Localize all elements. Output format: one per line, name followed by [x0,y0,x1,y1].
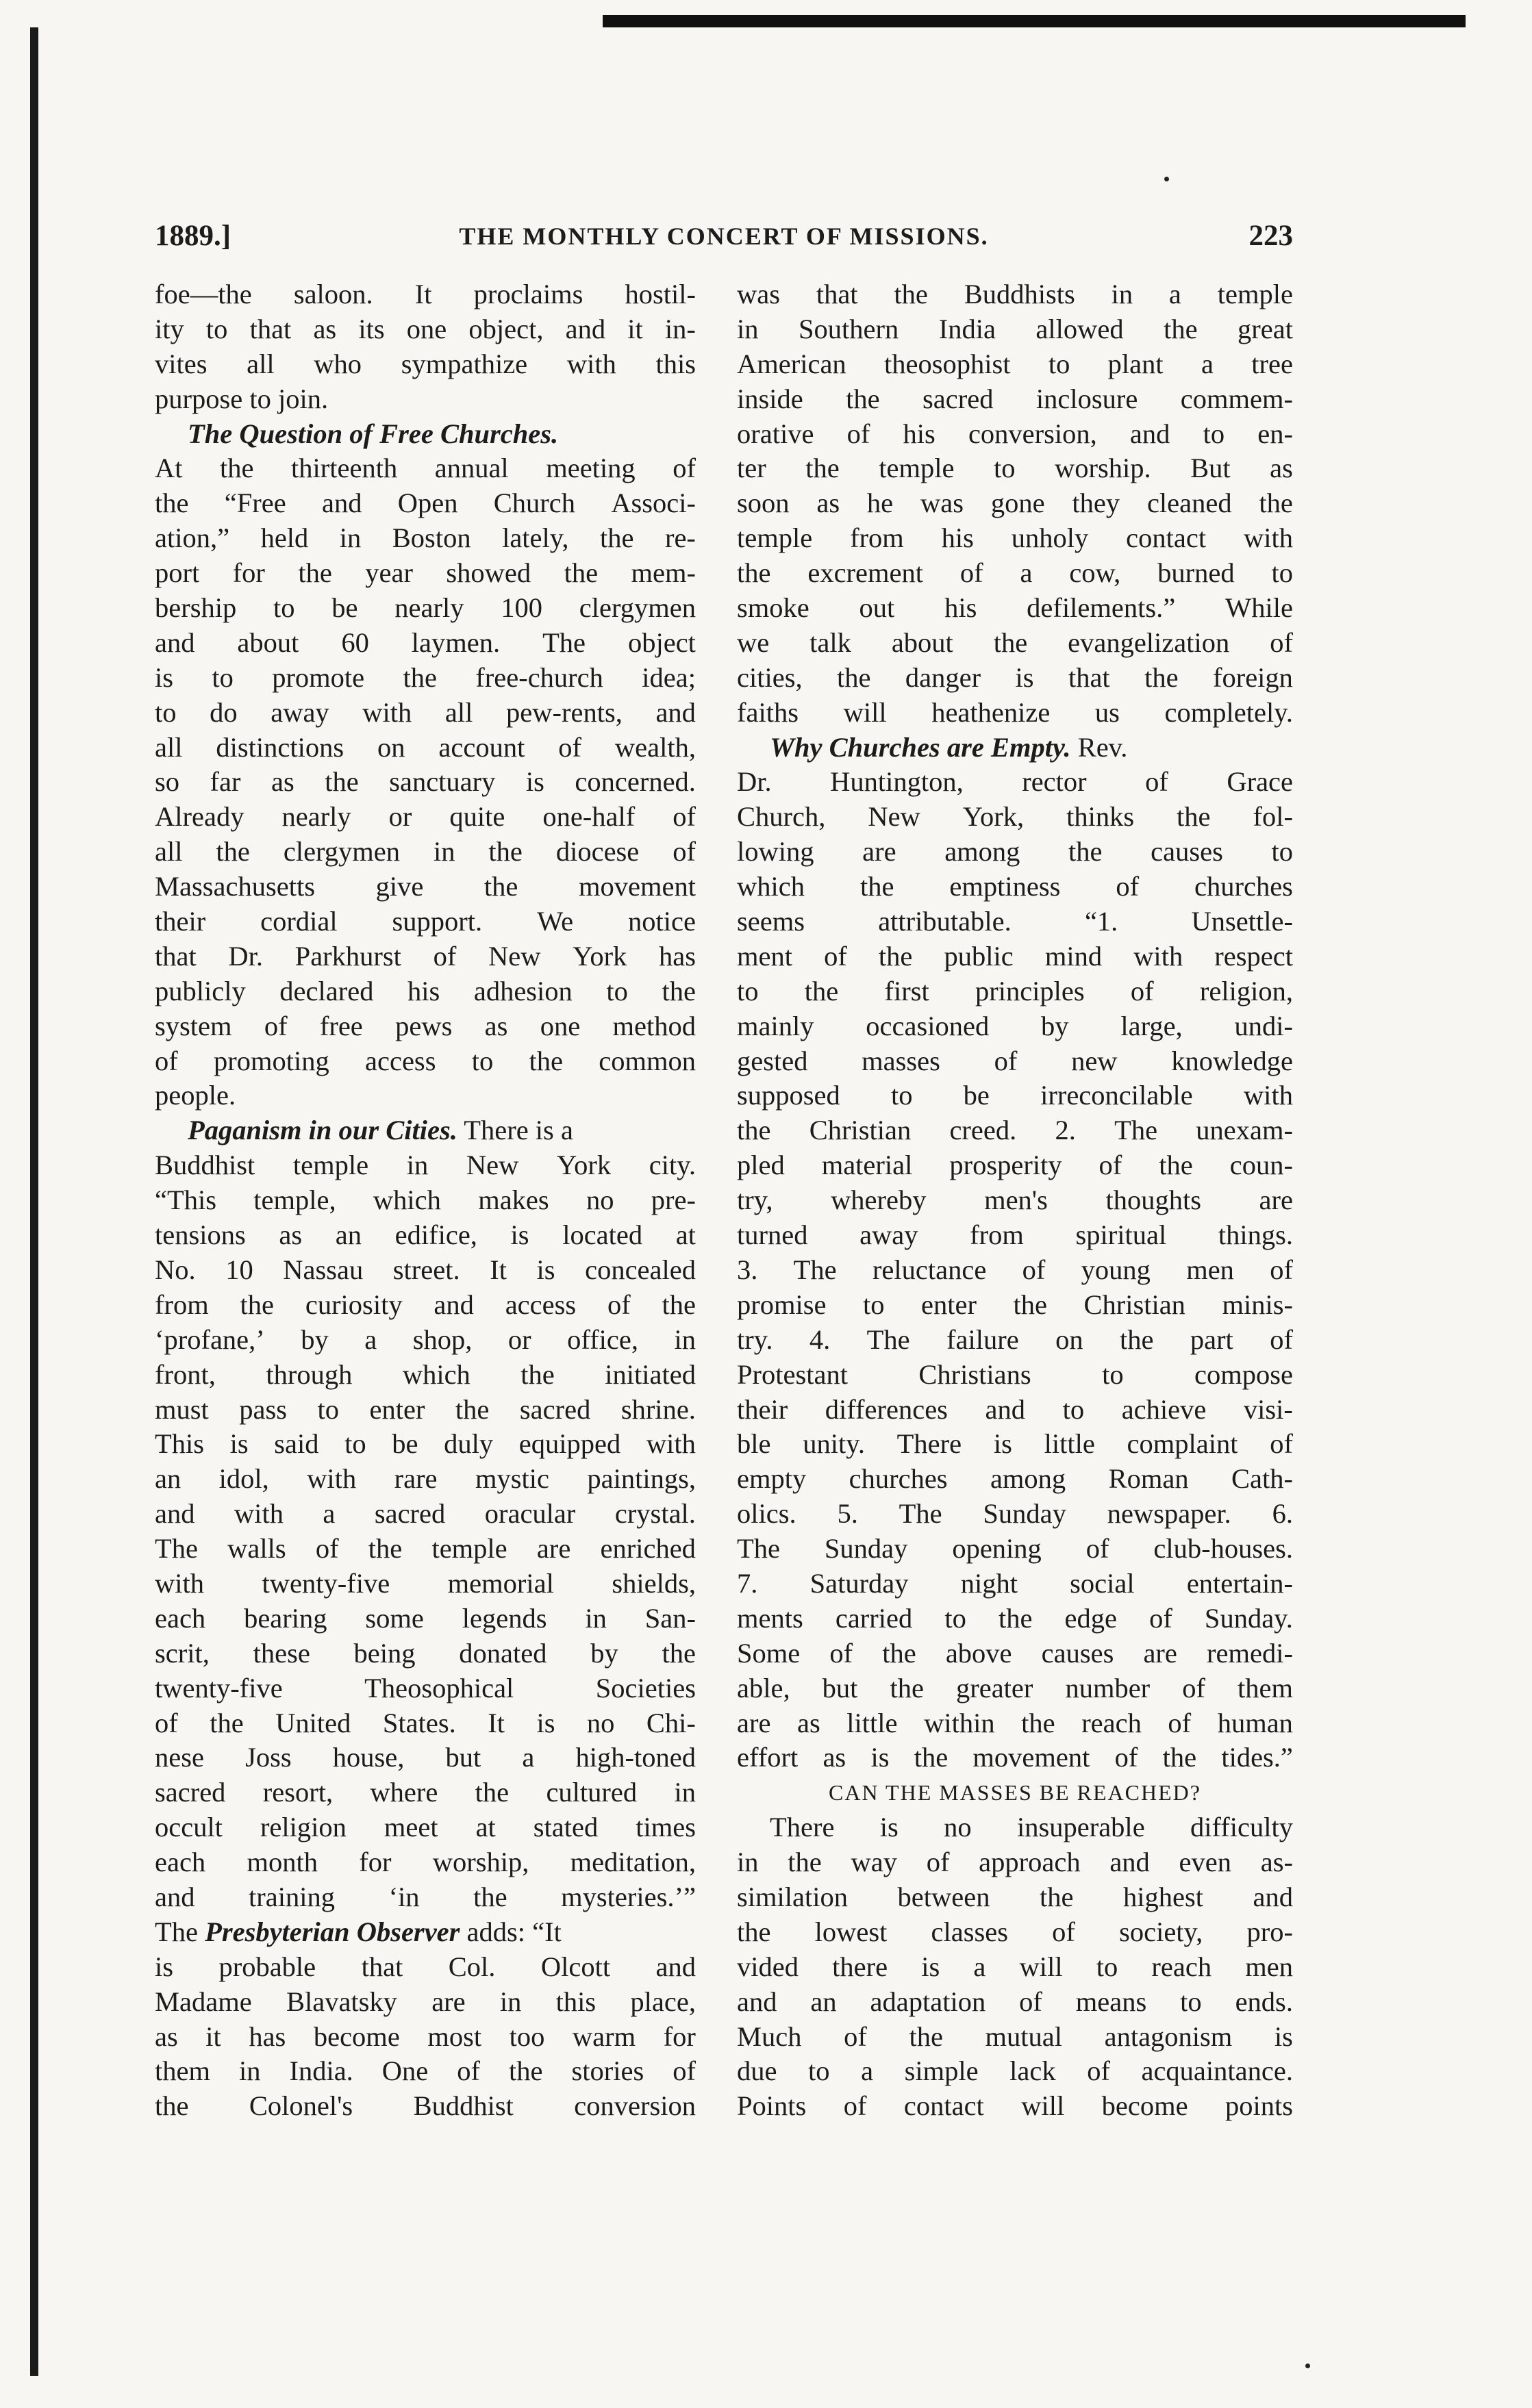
header-year: 1889.] [155,220,231,252]
text-line: the Christian creed. 2. The unexam- [737,1115,1293,1146]
text-line: ity to that as its one object, and it in- [155,313,696,344]
text-line: port for the year showed the mem- [155,557,696,589]
citation-prefix: The [155,1916,205,1947]
text-line: was that the Buddhists in a temple [737,279,1293,309]
text-line: with twenty-five memorial shields, [155,1567,696,1599]
text-line: Points of contact will become points [737,2090,1293,2122]
heading-text: The Question of Free Churches. [188,418,559,449]
text-line: each month for worship, meditation, [155,1847,696,1878]
heading-run-on: Rev. [1070,731,1128,763]
text-line: due to a simple lack of acquaintance. [737,2055,1293,2087]
subheading-masses: CAN THE MASSES BE REACHED? [829,1780,1201,1805]
text-line: purpose to join. [155,383,329,414]
text-line: Protestant Christians to compose [737,1358,1293,1390]
text-line: At the thirteenth annual meeting of [155,453,696,484]
text-line: “This temple, which makes no pre- [155,1184,696,1216]
text-line: Already nearly or quite one-half of [155,801,696,833]
text-line: ments carried to the edge of Sunday. [737,1602,1293,1634]
heading-run-on: There is a [457,1115,573,1146]
text-line: as it has become most too warm for [155,2020,696,2052]
text-line: the Colonel's Buddhist conversion [155,2090,696,2122]
text-line: ‘profane,’ by a shop, or office, in [155,1323,696,1355]
text-line: of promoting access to the common [155,1045,696,1076]
text-line: try, whereby men's thoughts are [737,1184,1293,1216]
text-line: Dr. Huntington, rector of Grace [737,766,1293,798]
section-heading-why-empty [737,731,1293,765]
text-line: The Sunday opening of club-houses. [737,1533,1293,1564]
text-line: Buddhist temple in New York city. [155,1150,696,1181]
text-line: is probable that Col. Olcott and [155,1951,696,1982]
text-line: and training ‘in the mysteries.’” [155,1881,696,1912]
text-line: smoke out his defilements.” While [737,592,1293,624]
text-line: 7. Saturday night social entertain- [737,1567,1293,1599]
text-line: pled material prosperity of the coun- [737,1150,1293,1181]
text-line: lowing are among the causes to [737,836,1293,867]
text-line: effort as is the movement of the tides.” [737,1742,1293,1773]
text-line: each bearing some legends in San- [155,1602,696,1634]
text-line: that Dr. Parkhurst of New York has [155,940,696,972]
speck [1164,177,1169,181]
text-line: Some of the above causes are remedi- [737,1637,1293,1669]
section-heading-free-churches [155,417,696,452]
text-line: publicly declared his adhesion to the [155,975,696,1006]
text-line: and with a sacred oracular crystal. [155,1498,696,1530]
text-line: the “Free and Open Church Associ- [155,487,696,519]
text-line: in the way of approach and even as- [737,1847,1293,1878]
citation-source: Presbyterian Observer [205,1916,460,1947]
text-line: Massachusetts give the movement [155,871,696,902]
text-line: and an adaptation of means to ends. [737,1986,1293,2017]
text-line: Madame Blavatsky are in this place, [155,1986,696,2017]
scan-edge-bar [30,27,38,2376]
text-line: and about 60 laymen. The object [155,626,696,658]
text-line: mainly occasioned by large, undi- [737,1010,1293,1041]
text-line: their differences and to achieve visi- [737,1393,1293,1425]
text-line: ter the temple to worship. But as [737,453,1293,484]
right-column [737,277,1293,2124]
text-line: soon as he was gone they cleaned the [737,487,1293,519]
text-line: their cordial support. We notice [155,906,696,937]
text-line: must pass to enter the sacred shrine. [155,1393,696,1425]
text-line: so far as the sanctuary is concerned. [155,766,696,798]
text-line: turned away from spiritual things. [737,1219,1293,1251]
text-line: temple from his unholy contact with [737,522,1293,554]
text-line: which the emptiness of churches [737,871,1293,902]
top-rule [603,15,1466,27]
text-line: faiths will heathenize us completely. [737,696,1293,728]
section-heading-paganism [155,1113,696,1148]
text-line: gested masses of new knowledge [737,1045,1293,1076]
speck [1305,2363,1310,2368]
text-line: from the curiosity and access of the [155,1289,696,1320]
text-line: all the clergymen in the diocese of [155,836,696,867]
text-line: scrit, these being donated by the [155,1637,696,1669]
text-line: is to promote the free-church idea; [155,661,696,693]
text-line: American theosophist to plant a tree [737,348,1293,379]
header-title: THE MONTHLY CONCERT OF MISSIONS. [459,223,989,250]
text-line: The walls of the temple are enriched [155,1533,696,1564]
text-line: vided there is a will to reach men [737,1951,1293,1982]
text-line: to do away with all pew-rents, and [155,696,696,728]
header-page-number: 223 [1248,220,1293,252]
text-line: of the United States. It is no Chi- [155,1707,696,1738]
text-line: bership to be nearly 100 clergymen [155,592,696,624]
text-line: vites all who sympathize with this [155,348,696,379]
text-line: orative of his conversion, and to en- [737,418,1293,449]
text-line: foe—the saloon. It proclaims hostil- [155,279,696,309]
text-line: all distinctions on account of wealth, [155,731,696,763]
text-line: the lowest classes of society, pro- [737,1916,1293,1947]
text-line: occult religion meet at stated times [155,1812,696,1843]
left-column [155,277,696,2124]
citation-rest: adds: “It [460,1916,562,1947]
text-line: twenty-five Theosophical Societies [155,1672,696,1703]
text-line: them in India. One of the stories of [155,2055,696,2087]
text-line: an idol, with rare mystic paintings, [155,1463,696,1495]
text-line: sacred resort, where the cultured in [155,1777,696,1808]
heading-text: Paganism in our Cities. [188,1115,457,1146]
text-line: 3. The reluctance of young men of [737,1254,1293,1285]
text-line: seems attributable. “1. Unsettle- [737,906,1293,937]
text-line: system of free pews as one method [155,1010,696,1041]
text-line: nese Joss house, but a high-toned [155,1742,696,1773]
text-line: supposed to be irreconcilable with [737,1080,1293,1111]
text-line: Church, New York, thinks the fol- [737,801,1293,833]
text-line: we talk about the evangelization of [737,626,1293,658]
text-line: olics. 5. The Sunday newspaper. 6. [737,1498,1293,1530]
text-line: Much of the mutual antagonism is [737,2020,1293,2052]
heading-text: Why Churches are Empty. [770,731,1071,763]
text-line: are as little within the reach of human [737,1707,1293,1738]
text-line: promise to enter the Christian minis- [737,1289,1293,1320]
text-line: in Southern India allowed the great [737,313,1293,344]
text-line: to the first principles of religion, [737,975,1293,1006]
text-line: able, but the greater number of them [737,1672,1293,1703]
text-line: cities, the danger is that the foreign [737,661,1293,693]
text-line: people. [155,1080,236,1111]
text-line: No. 10 Nassau street. It is concealed [155,1254,696,1285]
text-line: There is no insuperable difficulty [770,1812,1293,1843]
text-line: tensions as an edifice, is located at [155,1219,696,1251]
text-line: ment of the public mind with respect [737,940,1293,972]
text-line: similation between the highest and [737,1881,1293,1912]
text-line: This is said to be duly equipped with [155,1428,696,1460]
text-line: empty churches among Roman Cath- [737,1463,1293,1495]
observer-citation-line [155,1915,696,1950]
text-line: ation,” held in Boston lately, the re- [155,522,696,554]
text-line: the excrement of a cow, burned to [737,557,1293,589]
page-header [155,219,1293,260]
text-line: front, through which the initiated [155,1358,696,1390]
text-line: ble unity. There is little complaint of [737,1428,1293,1460]
text-line: inside the sacred inclosure commem- [737,383,1293,414]
text-line: try. 4. The failure on the part of [737,1323,1293,1355]
